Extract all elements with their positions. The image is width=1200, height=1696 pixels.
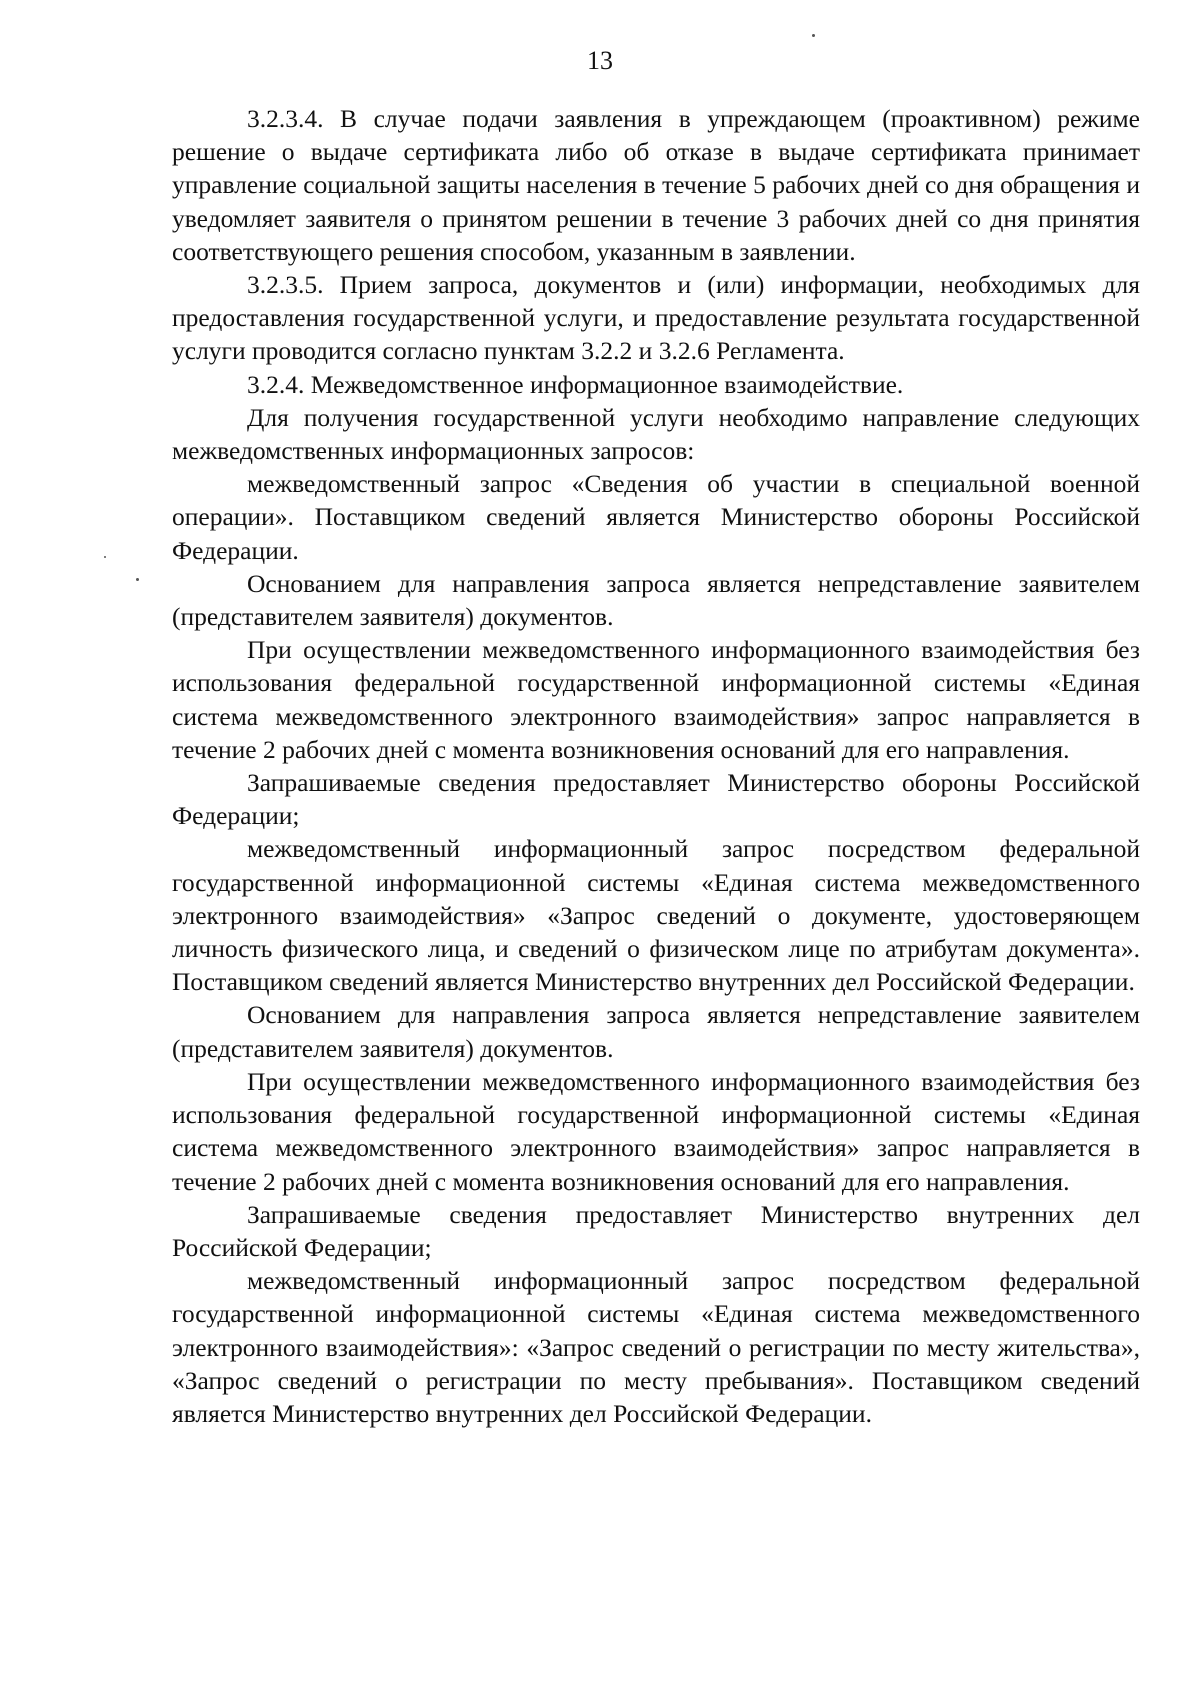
paragraph: межведомственный информационный запрос посредством федеральной государственной информационной системы «Единая система межведомственного электронного взаимодействия» «Запрос сведений о документе, удостоверяющем личность физического лица, и сведений о физическом лице по атрибутам документа». Поставщиком сведений является Министерство внутренних дел Российской Федерации. [172,834,1140,997]
paragraph: При осуществлении межведомственного информационного взаимодействия без использования федеральной государственной информационной системы «Единая система межведомственного электронного взаимодействия» запрос направляется в течение 2 рабочих дней с момента возникновения оснований для его направления. [172,1066,1140,1196]
document-body [172,102,1140,1430]
paragraph: 3.2.3.5. Прием запроса, документов и (или) информации, необходимых для предоставления государственной услуги, и предоставление результата государственной услуги проводится согласно пунктам 3.2.2 и 3.2.6 Регламента. [172,270,1140,366]
paragraph: Основанием для направления запроса является непредставление заявителем (представителем заявителя) документов. [172,568,1140,632]
scan-speck [104,556,106,558]
paragraph: При осуществлении межведомственного информационного взаимодействия без использования федеральной государственной информационной системы «Единая система межведомственного электронного взаимодействия» запрос направляется в течение 2 рабочих дней с момента возникновения оснований для его направления. [172,635,1140,764]
paragraph: межведомственный запрос «Сведения об участии в специальной военной операции». Поставщиком сведений является Министерство обороны Российской Федерации. [172,469,1140,565]
page-number: 13 [587,46,613,75]
paragraph: Запрашиваемые сведения предоставляет Министерство обороны Российской Федерации; [172,768,1140,831]
paragraph: Для получения государственной услуги необходимо направление следующих межведомственных информационных запросов: [172,402,1140,466]
paragraph: 3.2.3.4. В случае подачи заявления в упреждающем (проактивном) режиме решение о выдаче сертификата либо об отказе в выдаче сертификата принимает управление социальной защиты населения в течение 5 рабочих дней со дня обращения и уведомляет заявителя о принятом решении в течение 3 рабочих дней со дня принятия соответствующего решения способом, указанным в заявлении. [172,104,1140,266]
paragraph: Запрашиваемые сведения предоставляет Министерство внутренних дел Российской Федерации; [172,1199,1140,1262]
scan-speck [812,34,815,37]
paragraph: Основанием для направления запроса является непредставление заявителем (представителем заявителя) документов. [172,1000,1140,1063]
paragraph: межведомственный информационный запрос посредством федеральной государственной информационной системы «Единая система межведомственного электронного взаимодействия»: «Запрос сведений о регистрации по месту жительства», «Запрос сведений о регистрации по месту пребывания». Поставщиком сведений является Министерство внутренних дел Российской Федерации. [172,1266,1140,1428]
scan-speck [136,578,139,581]
section-heading: 3.2.4. Межведомственное информационное взаимодействие. [247,369,904,399]
